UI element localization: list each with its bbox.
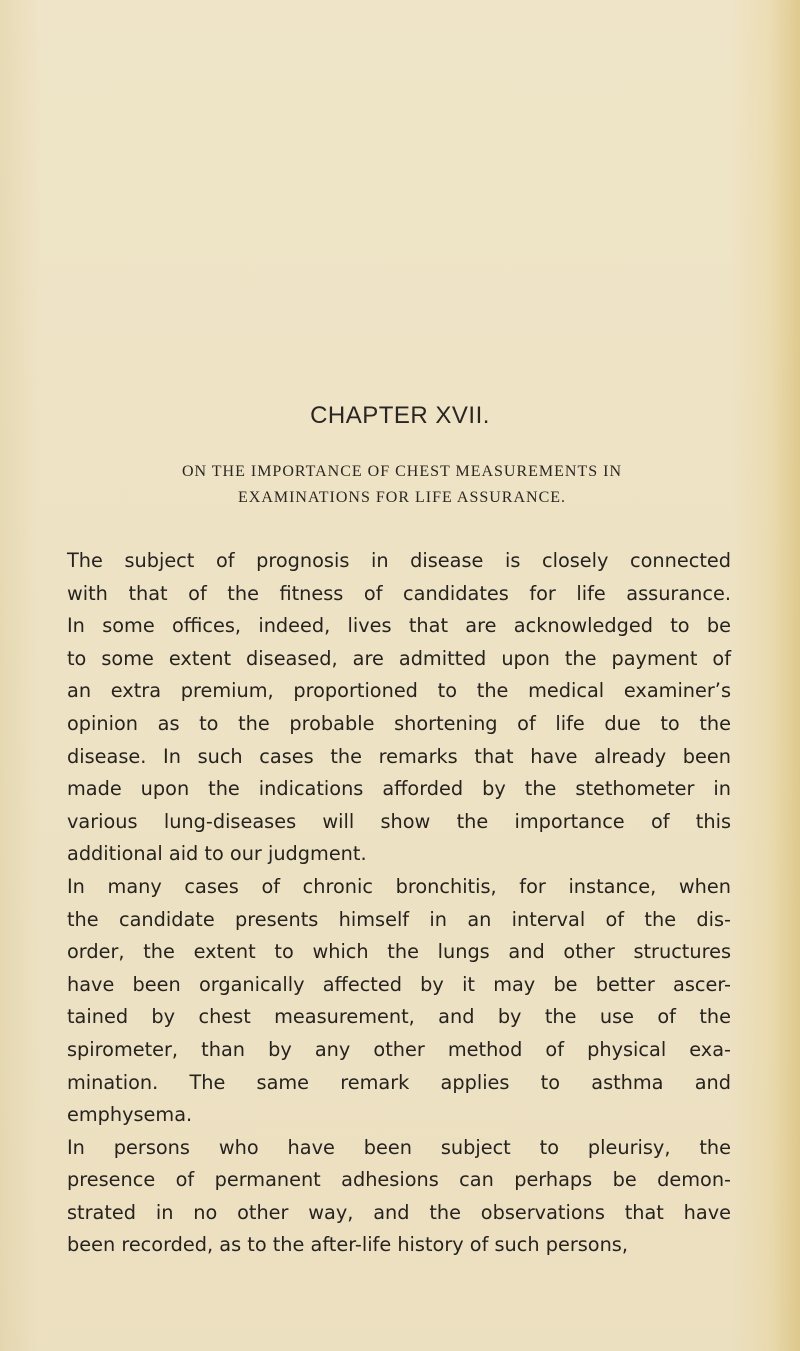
text-line: to some extent diseased, are admitted upon the payment of (67, 646, 731, 670)
text-line: opinion as to the probable shortening of life due to the (67, 711, 731, 735)
text-line: the candidate presents himself in an interval of the dis- (67, 907, 731, 931)
text-line: with that of the fitness of candidates for life assurance. (67, 581, 731, 605)
text-line: order, the extent to which the lungs and other structures (67, 940, 731, 964)
text-line: The subject of prognosis in disease is closely connected (67, 549, 731, 572)
chapter-body (67, 545, 731, 1262)
text-line: In many cases of chronic bronchitis, for instance, when (67, 874, 731, 898)
text-line: have been organically affected by it may be better ascer- (67, 972, 731, 996)
text-line: disease. In such cases the remarks that have already been (67, 744, 731, 768)
paragraph (67, 1132, 731, 1262)
text-line: an extra premium, proportioned to the medical examiner’s (67, 679, 731, 703)
text-line: In some offices, indeed, lives that are acknowledged to be (67, 614, 731, 638)
text-line: presence of permanent adhesions can perhaps be demon- (67, 1168, 731, 1192)
text-line: spirometer, than by any other method of physical exa- (67, 1037, 731, 1061)
text-line: made upon the indications afforded by the stethometer in (67, 777, 731, 801)
chapter-title (66, 459, 738, 511)
text-line: tained by chest measurement, and by the use of the (67, 1005, 731, 1029)
chapter-heading: CHAPTER XVII. (310, 402, 490, 429)
paragraph (67, 545, 731, 871)
chapter-title-line-1: ON THE IMPORTANCE OF CHEST MEASUREMENTS IN (181, 463, 623, 480)
text-line: strated in no other way, and the observations that have (67, 1200, 731, 1224)
chapter-title-line-2: EXAMINATIONS FOR LIFE ASSURANCE. (237, 489, 567, 506)
text-line: various lung-diseases will show the importance of this (67, 809, 731, 833)
text-line: mination. The same remark applies to asthma and (67, 1070, 731, 1094)
text-line: additional aid to our judgment. (67, 842, 367, 866)
text-line: been recorded, as to the after-life history of such persons, (67, 1233, 628, 1257)
paragraph (67, 871, 731, 1132)
text-line: emphysema. (67, 1103, 193, 1127)
text-line: In persons who have been subject to pleurisy, the (67, 1135, 731, 1159)
